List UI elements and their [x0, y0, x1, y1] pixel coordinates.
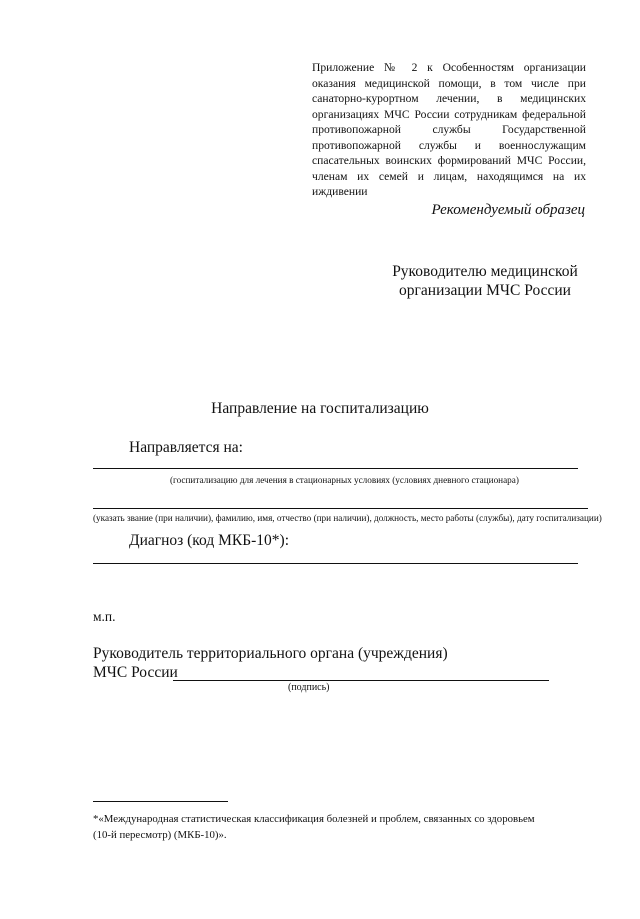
appendix-line: Приложение № 2 к Особенностям организации [312, 61, 586, 74]
patient-field-line [93, 508, 588, 509]
signatory-org: МЧС России [93, 664, 178, 681]
appendix-line: спасательных воинских формирований МЧС России, [312, 154, 586, 167]
referred-to-label: Направляется на: [129, 439, 243, 456]
footnote-line-1: *«Международная статистическая классификация болезней и проблем, связанных со здоровьем [93, 813, 535, 825]
addressee-line-1: Руководителю медицинской [392, 263, 578, 280]
signature-line [173, 680, 549, 681]
signature-caption: (подпись) [288, 682, 330, 693]
document-title: Направление на госпитализацию [211, 400, 429, 417]
stamp-label: м.п. [93, 609, 116, 624]
footnote [93, 811, 563, 843]
appendix-line: членам их семей и лицам, находящимся на их [312, 169, 586, 183]
diagnosis-field-line [93, 563, 578, 564]
appendix-header [312, 60, 586, 200]
addressee-line-2: организации МЧС России [399, 282, 571, 299]
appendix-line: иждивении [312, 185, 368, 198]
appendix-line: противопожарной службы Государственной [312, 123, 586, 136]
appendix-line: организациях МЧС России сотрудникам федеральной [312, 107, 586, 121]
diagnosis-label: Диагноз (код МКБ-10*): [129, 532, 290, 549]
patient-caption: (указать звание (при наличии), фамилию, имя, отчество (при наличии), должность, место работы (службы), дату госпитализации) [93, 513, 602, 523]
referred-to-caption: (госпитализацию для лечения в стационарных условиях (условиях дневного стационара) [170, 475, 519, 485]
sample-label: Рекомендуемый образец [431, 202, 585, 218]
appendix-line: санаторно-курортном лечении, в медицинских [312, 92, 586, 105]
appendix-line: противопожарной службы и военнослужащим [312, 138, 586, 152]
signatory-title: Руководитель территориального органа (учреждения) [93, 645, 448, 662]
referred-to-field-line [93, 468, 578, 469]
footnote-separator [93, 801, 228, 802]
addressee [385, 262, 585, 300]
appendix-line: оказания медицинской помощи, в том числе при [312, 76, 586, 90]
footnote-line-2: (10-й пересмотр) (МКБ-10)». [93, 829, 227, 841]
